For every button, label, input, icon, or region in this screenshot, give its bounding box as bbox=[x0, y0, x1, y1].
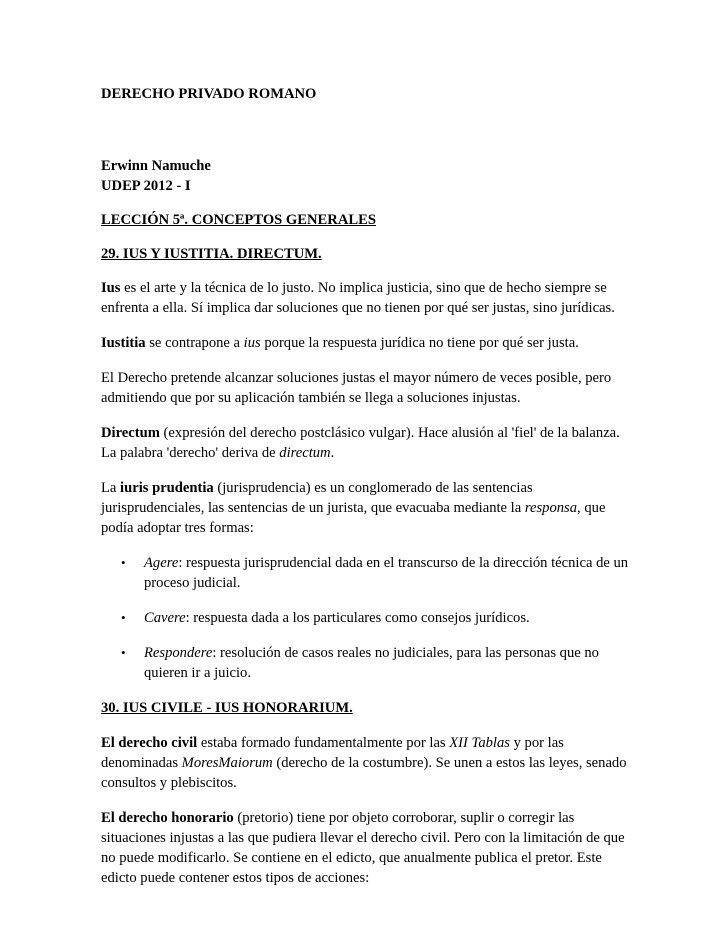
paragraph-text: . bbox=[330, 445, 335, 461]
paragraph-text: (derecho de la costumbre). Se unen a estos las leyes, senado consultos y plebiscitos. bbox=[101, 755, 627, 791]
course-label: UDEP 2012 - I bbox=[101, 178, 191, 194]
term-agere: Agere bbox=[144, 555, 179, 571]
paragraph-text: (jurisprudencia) es un conglomerado de las sentencias jurisprudenciales, las sentencias de un jurista, que evacuaba mediante la bbox=[101, 480, 533, 516]
list-item-text: : respuesta dada a los particulares como consejos jurídicos. bbox=[185, 610, 530, 626]
paragraph-derecho-civil bbox=[101, 733, 631, 793]
term-iuris-prudentia: iuris prudentia bbox=[120, 480, 214, 496]
paragraph-ius bbox=[101, 278, 631, 318]
paragraph-derecho: El Derecho pretende alcanzar soluciones justas el mayor número de veces posible, pero admitiendo que por su aplicación también se llega a soluciones injustas. bbox=[101, 370, 612, 406]
paragraph-text: es el arte y la técnica de lo justo. No implica justicia, sino que de hecho siempre se enfrenta a ella. Sí implica dar soluciones que no tienen por qué ser justas, sino jurídicas. bbox=[101, 280, 615, 316]
list-item-text: : resolución de casos reales no judiciales, para las personas que no quieren ir a juicio. bbox=[144, 645, 599, 681]
paragraph-text: estaba formado fundamentalmente por las bbox=[197, 735, 450, 751]
paragraph-text: (pretorio) tiene por objeto corroborar, suplir o corregir las situaciones injustas a las que pudiera llevar el derecho civil. Pero con la limitación de que no puede modificarlo. Se contiene en el edicto, que anualmente publica el pretor. Este edicto puede contener estos tipos de acciones: bbox=[101, 810, 625, 886]
list-item bbox=[101, 608, 631, 628]
italic-term: ius bbox=[243, 335, 261, 351]
italic-term: responsa bbox=[524, 500, 578, 516]
document-body bbox=[101, 84, 631, 888]
paragraph-derecho-honorario bbox=[101, 808, 631, 888]
forms-list bbox=[101, 553, 631, 683]
lesson-heading: LECCIÓN 5ª. CONCEPTOS GENERALES bbox=[101, 212, 376, 228]
term-directum: Directum bbox=[101, 425, 160, 441]
paragraph-iuris-prudentia bbox=[101, 478, 631, 538]
section-29-heading: 29. IUS Y IUSTITIA. DIRECTUM. bbox=[101, 246, 322, 262]
italic-term: directum bbox=[279, 445, 331, 461]
term-respondere: Respondere bbox=[144, 645, 213, 661]
paragraph-text: (expresión del derecho postclásico vulgar). Hace alusión al 'fiel' de la balanza. La palabra 'derecho' deriva de bbox=[101, 425, 620, 461]
paragraph-directum bbox=[101, 423, 631, 463]
paragraph-text: La bbox=[101, 480, 121, 496]
paragraph-text: y por las denominadas bbox=[101, 735, 564, 771]
list-item bbox=[101, 643, 631, 683]
term-derecho-honorario: El derecho honorario bbox=[101, 810, 234, 826]
term-derecho-civil: El derecho civil bbox=[101, 735, 198, 751]
paragraph-text: se contrapone a bbox=[145, 335, 244, 351]
term-cavere: Cavere bbox=[144, 610, 186, 626]
list-item-text: : respuesta jurisprudencial dada en el transcurso de la dirección técnica de un proceso judicial. bbox=[144, 555, 629, 591]
section-30-heading: 30. IUS CIVILE - IUS HONORARIUM. bbox=[101, 700, 353, 716]
italic-term: MoresMaiorum bbox=[181, 755, 273, 771]
paragraph-text: , que podía adoptar tres formas: bbox=[101, 500, 606, 536]
term-iustitia: Iustitia bbox=[101, 335, 146, 351]
term-ius: Ius bbox=[101, 280, 121, 296]
document-title: DERECHO PRIVADO ROMANO bbox=[101, 86, 317, 102]
bullet-icon: • bbox=[121, 645, 126, 660]
list-item bbox=[101, 553, 631, 593]
paragraph-iustitia bbox=[101, 333, 631, 353]
italic-term: XII Tablas bbox=[449, 735, 510, 751]
paragraph-text: porque la respuesta jurídica no tiene por qué ser justa. bbox=[260, 335, 579, 351]
bullet-icon: • bbox=[121, 610, 126, 625]
author-name: Erwinn Namuche bbox=[101, 158, 211, 174]
bullet-icon: • bbox=[121, 555, 126, 570]
